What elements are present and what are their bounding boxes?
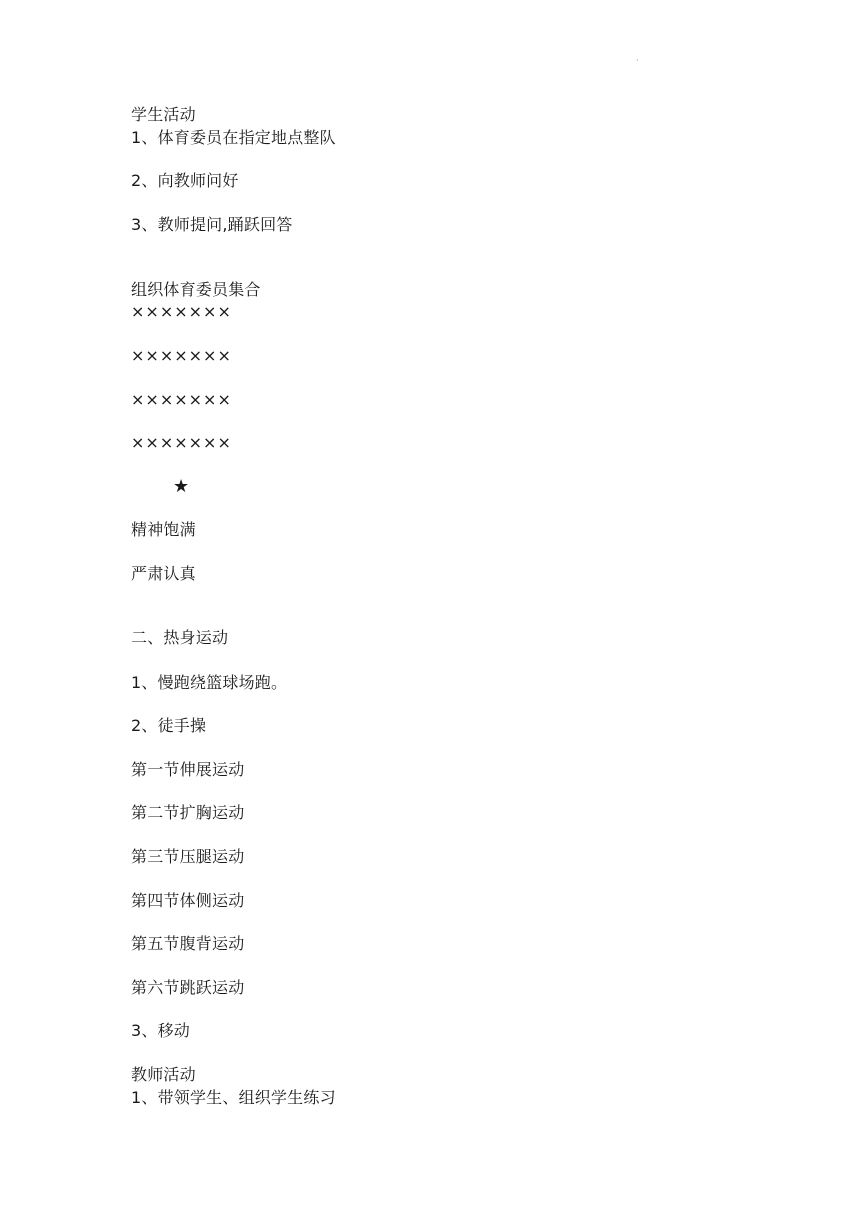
warmup-item: 第五节腹背运动	[131, 934, 245, 953]
warmup-item: 第一节伸展运动	[131, 760, 245, 779]
requirement-text: 精神饱满	[131, 520, 196, 539]
warmup-title: 二、热身运动	[131, 628, 229, 647]
formation-row: ×××××××	[131, 390, 232, 409]
warmup-item: 1、慢跑绕篮球场跑。	[131, 673, 288, 692]
student-activity-item: 1、体育委员在指定地点整队	[131, 128, 336, 147]
teacher-activity-title: 教师活动	[131, 1065, 196, 1084]
formation-row: ×××××××	[131, 302, 232, 321]
formation-title: 组织体育委员集合	[131, 280, 261, 299]
teacher-activity-item: 1、带领学生、组织学生练习	[131, 1088, 336, 1107]
student-activity-item: 3、教师提问,踊跃回答	[131, 215, 293, 234]
header-mark: ·	[636, 56, 639, 65]
warmup-item: 第六节跳跃运动	[131, 978, 245, 997]
teacher-star-marker: ★	[173, 476, 190, 497]
warmup-item: 第四节体侧运动	[131, 891, 245, 910]
warmup-item: 2、徒手操	[131, 716, 207, 735]
warmup-item: 第三节压腿运动	[131, 847, 245, 866]
formation-row: ×××××××	[131, 346, 232, 365]
student-activity-item: 2、向教师问好	[131, 171, 239, 190]
formation-row: ×××××××	[131, 433, 232, 452]
student-activity-title: 学生活动	[131, 105, 196, 124]
requirement-text: 严肃认真	[131, 564, 196, 583]
warmup-item: 3、移动	[131, 1021, 190, 1040]
warmup-item: 第二节扩胸运动	[131, 803, 245, 822]
